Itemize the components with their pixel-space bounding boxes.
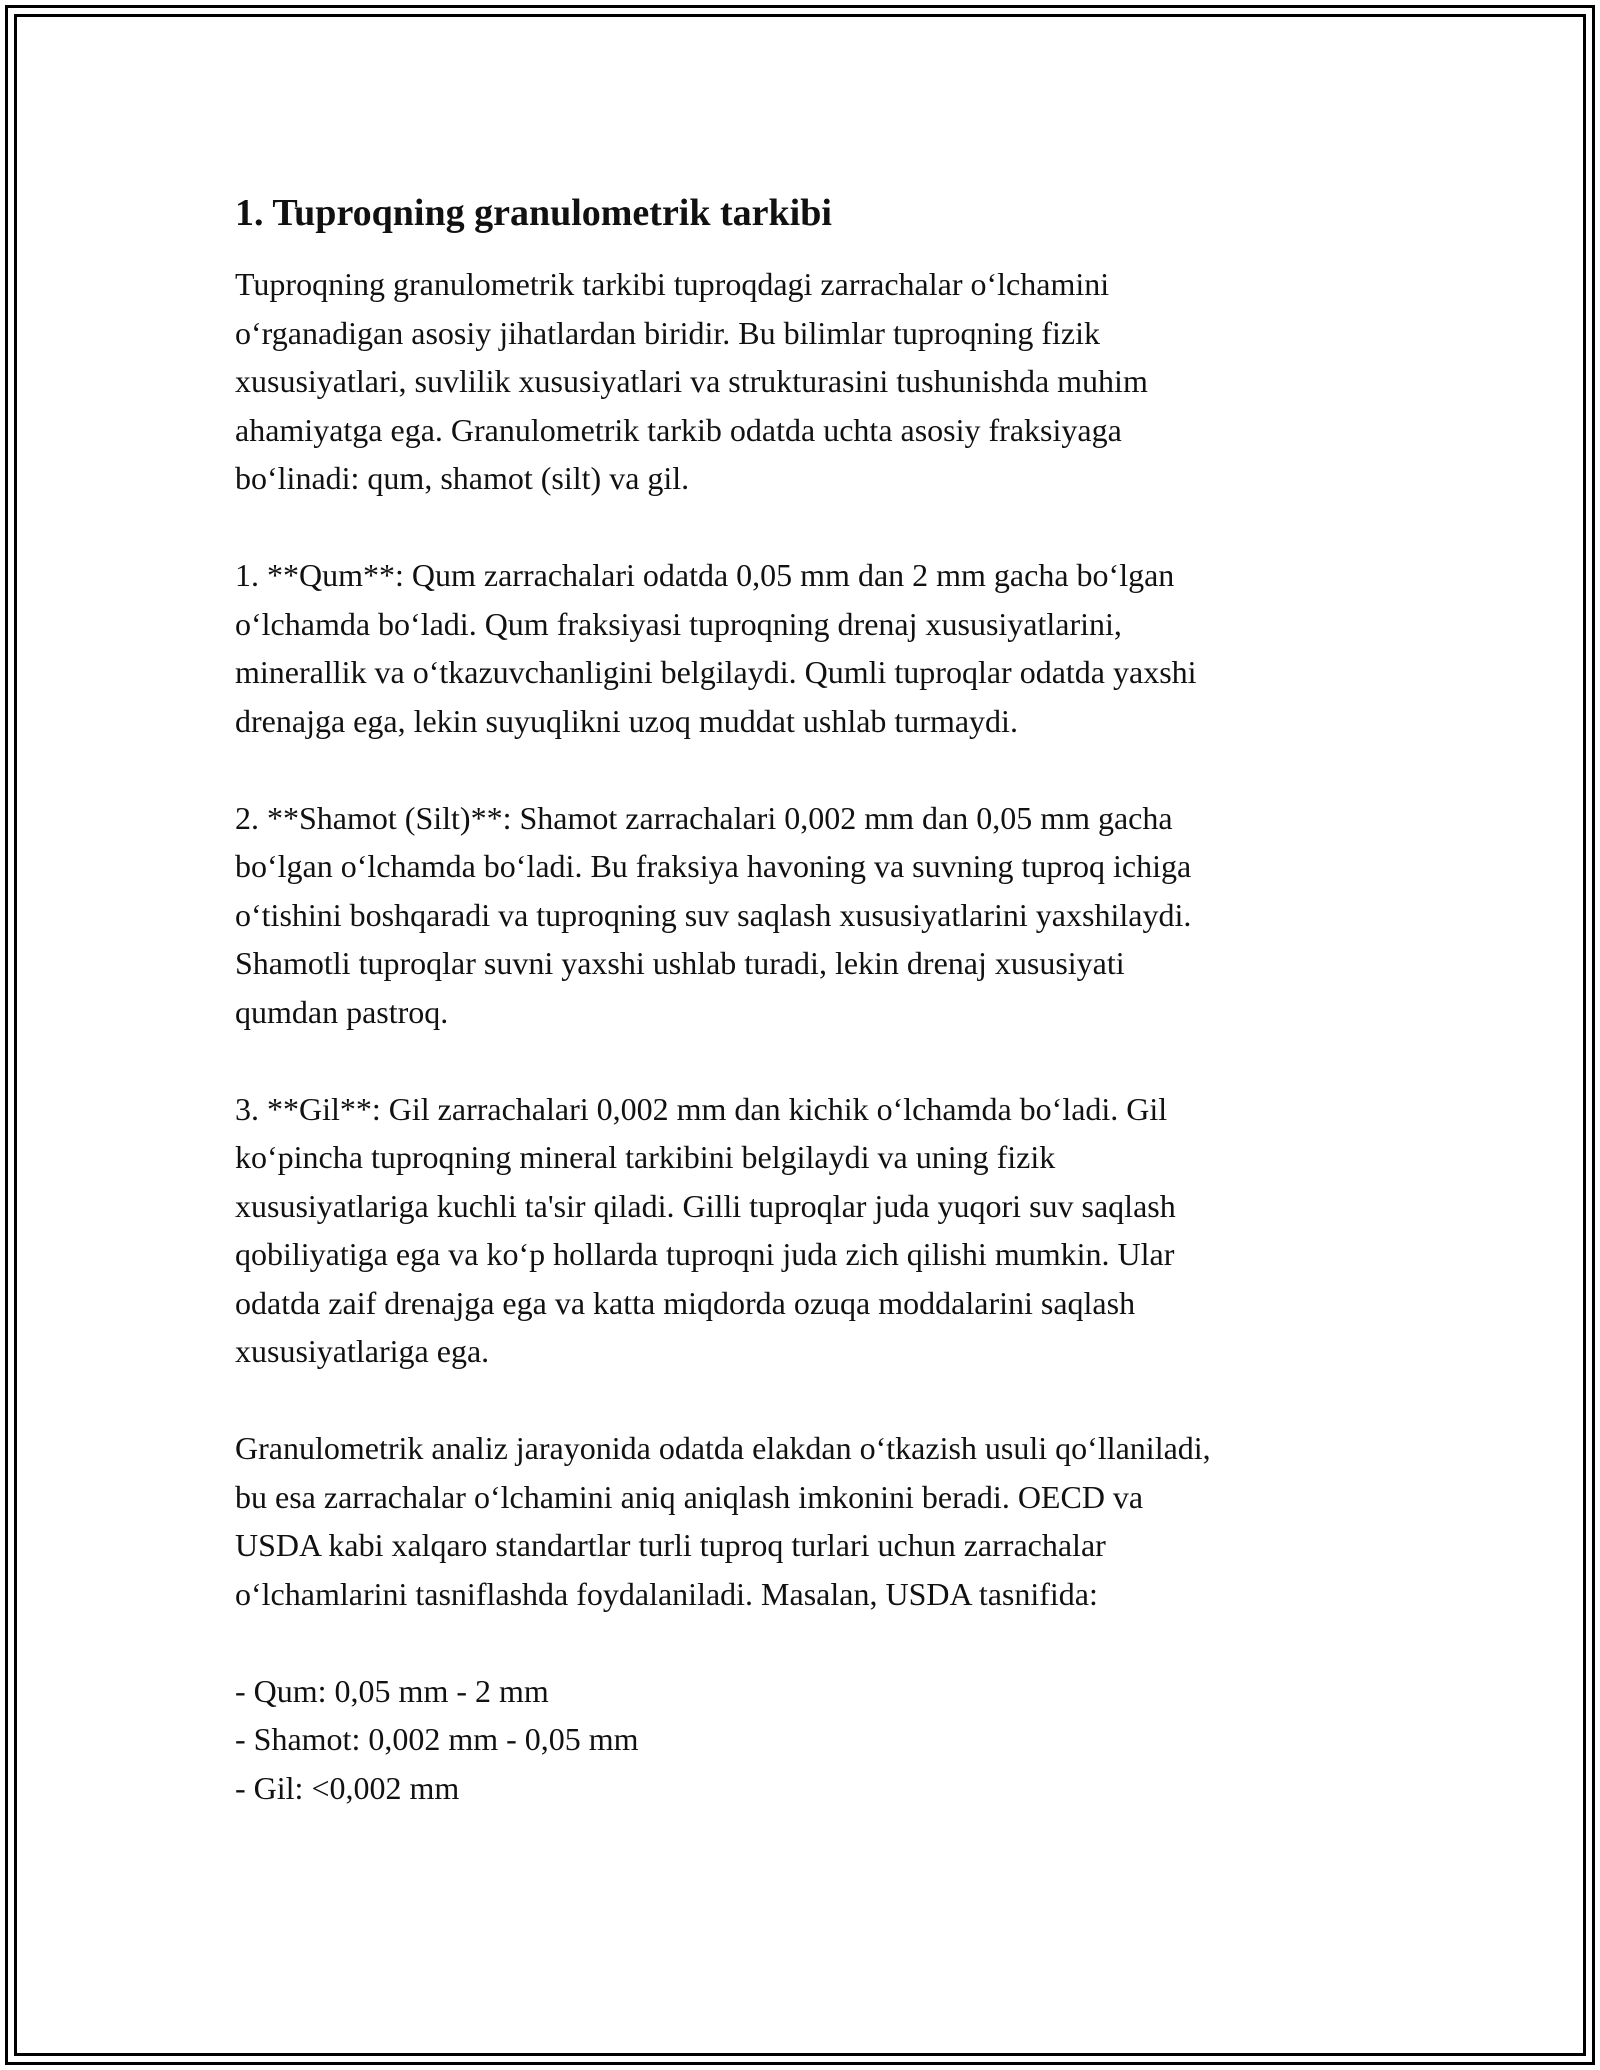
qum-paragraph: [235, 551, 1385, 745]
list-item: - Gil: <0,002 mm: [235, 1769, 460, 1806]
shamot-line: Shamotli tuproqlar suvni yaxshi ushlab turadi, lekin drenaj xususiyati: [235, 945, 1125, 981]
gil-line: ko‘pincha tuproqning mineral tarkibini belgilaydi va uning fizik: [235, 1139, 1056, 1175]
analysis-line: bu esa zarrachalar o‘lchamini aniq aniqlash imkonini beradi. OECD va: [235, 1478, 1144, 1515]
gil-paragraph: [235, 1085, 1385, 1376]
intro-line: o‘rganadigan asosiy jihatlardan biridir. Bu bilimlar tuproqning fizik: [235, 314, 1101, 351]
shamot-line: 2. **Shamot (Silt)**: Shamot zarrachalari 0,002 mm dan 0,05 mm gacha: [235, 799, 1173, 836]
gil-line: qobiliyatiga ega va ko‘p hollarda tuproqni juda zich qilishi mumkin. Ular: [235, 1236, 1175, 1272]
shamot-line: o‘tishini boshqaradi va tuproqning suv saqlash xususiyatlarini yaxshilaydi.: [235, 896, 1192, 933]
analysis-line: USDA kabi xalqaro standartlar turli tuproq turlari uchun zarrachalar: [235, 1527, 1106, 1563]
usda-list: [235, 1667, 1385, 1813]
shamot-line: bo‘lgan o‘lchamda bo‘ladi. Bu fraksiya havoning va suvning tuproq ichiga: [235, 848, 1192, 884]
gil-line: odatda zaif drenajga ega va katta miqdorda ozuqa moddalarini saqlash: [235, 1284, 1136, 1321]
gil-line: xususiyatlariga ega.: [235, 1333, 490, 1369]
analysis-line: o‘lchamlarini tasniflashda foydalaniladi. Masalan, USDA tasnifida:: [235, 1575, 1098, 1612]
list-item: - Qum: 0,05 mm - 2 mm: [235, 1672, 549, 1709]
intro-line: bo‘linadi: qum, shamot (silt) va gil.: [235, 460, 690, 496]
document-body: [235, 188, 1385, 1861]
intro-line: ahamiyatga ega. Granulometrik tarkib odatda uchta asosiy fraksiyaga: [235, 411, 1122, 448]
gil-line: 3. **Gil**: Gil zarrachalari 0,002 mm dan kichik o‘lchamda bo‘ladi. Gil: [235, 1090, 1168, 1127]
list-item: - Shamot: 0,002 mm - 0,05 mm: [235, 1721, 639, 1757]
section-heading: 1. Tuproqning granulometrik tarkibi: [235, 192, 832, 234]
qum-line: 1. **Qum**: Qum zarrachalari odatda 0,05 mm dan 2 mm gacha bo‘lgan: [235, 557, 1175, 593]
intro-line: xususiyatlari, suvlilik xususiyatlari va strukturasini tushunishda muhim: [235, 363, 1148, 399]
analysis-paragraph: [235, 1424, 1385, 1618]
intro-line: Tuproqning granulometrik tarkibi tuproqdagi zarrachalar o‘lchamini: [235, 266, 1110, 302]
gil-line: xususiyatlariga kuchli ta'sir qiladi. Gilli tuproqlar juda yuqori suv saqlash: [235, 1187, 1176, 1224]
qum-line: o‘lchamda bo‘ladi. Qum fraksiyasi tuproqning drenaj xususiyatlarini,: [235, 605, 1122, 642]
intro-paragraph: [235, 260, 1385, 503]
shamot-paragraph: [235, 794, 1385, 1037]
qum-line: drenajga ega, lekin suyuqlikni uzoq muddat ushlab turmaydi.: [235, 702, 1018, 739]
shamot-line: qumdan pastroq.: [235, 993, 449, 1030]
qum-line: minerallik va o‘tkazuvchanligini belgilaydi. Qumli tuproqlar odatda yaxshi: [235, 654, 1197, 690]
analysis-line: Granulometrik analiz jarayonida odatda elakdan o‘tkazish usuli qo‘llaniladi,: [235, 1430, 1211, 1466]
